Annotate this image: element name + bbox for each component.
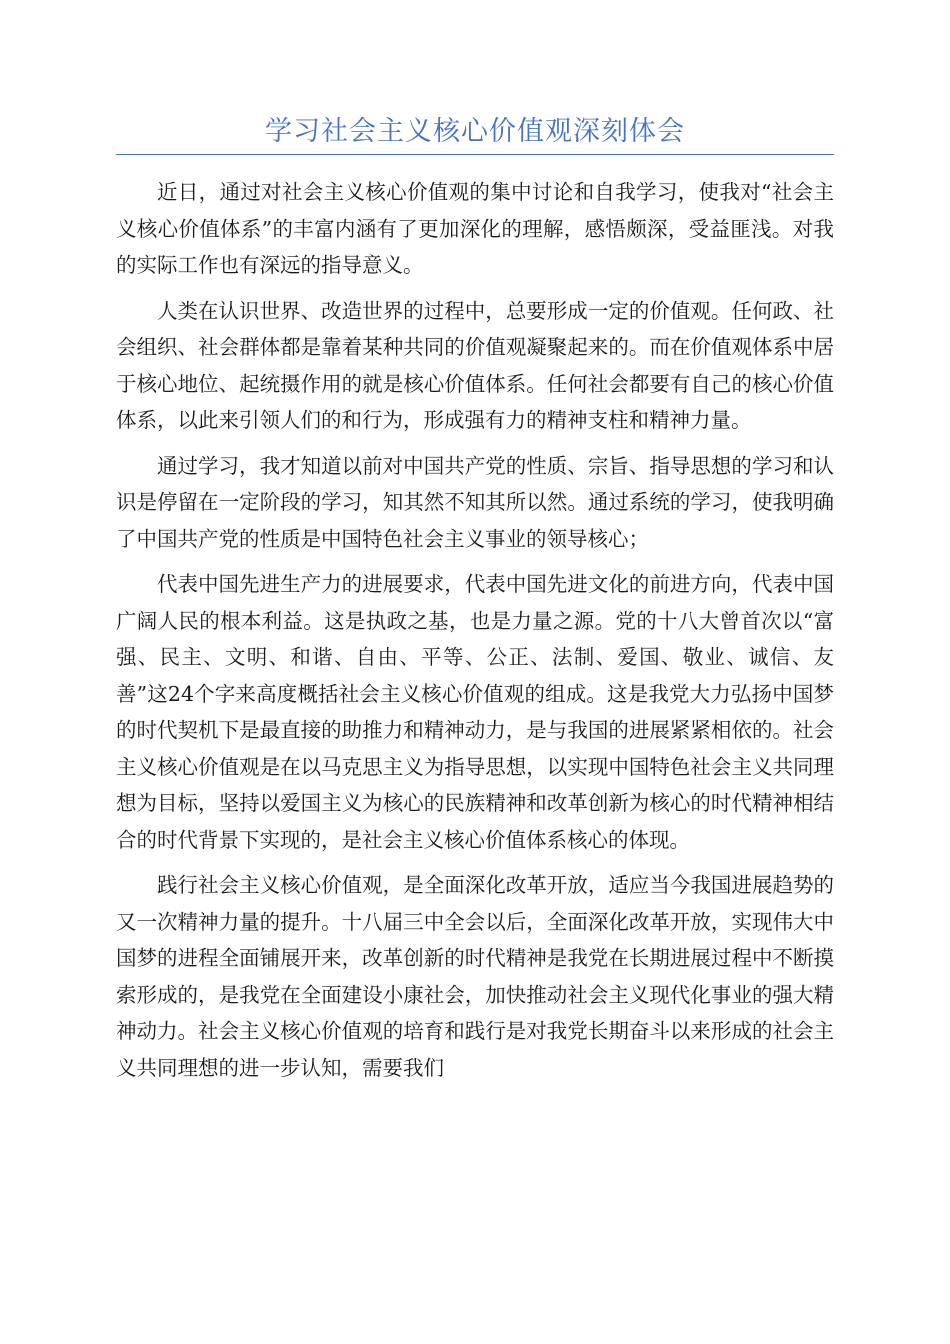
title-underline — [116, 154, 834, 155]
document-title: 学习社会主义核心价值观深刻体会 — [265, 116, 685, 147]
paragraph-5: 践行社会主义核心价值观，是全面深化改革开放，适应当今我国进展趋势的又一次精神力量的提升。十八届三中全会以后，全面深化改革开放，实现伟大中国梦的进程全面铺展开来，改革创新的时代精神是我党在长期进展过程中不断摸索形成的，是我党在全面建设小康社会，加快推动社会主义现代化事业的强大精神动力。社会主义核心价值观的培育和践行是对我党长期奋斗以来形成的社会主义共同理想的进一步认知，需要我们 — [116, 873, 834, 1080]
document-body — [116, 174, 834, 1095]
paragraph-3: 通过学习，我才知道以前对中国共产党的性质、宗旨、指导思想的学习和认识是停留在一定阶段的学习，知其然不知其所以然。通过系统的学习，使我明确了中国共产党的性质是中国特色社会主义事业的领导核心； — [116, 453, 834, 551]
paragraph-1: 近日，通过对社会主义核心价值观的集中讨论和自我学习，使我对“社会主义核心价值体系”的丰富内涵有了更加深化的理解，感悟颇深，受益匪浅。对我的实际工作也有深远的指导意义。 — [116, 180, 834, 277]
paragraph-4: 代表中国先进生产力的进展要求，代表中国先进文化的前进方向，代表中国广阔人民的根本利益。这是执政之基，也是力量之源。党的十八大曾首次以“富强、民主、文明、和谐、自由、平等、公正、法制、爱国、敬业、诚信、友善”这24个字来高度概括社会主义核心价值观的组成。这是我党大力弘扬中国梦的时代契机下是最直接的助推力和精神动力，是与我国的进展紧紧相依的。社会主义核心价值观是在以马克思主义为指导思想，以实现中国特色社会主义共同理想为目标，坚持以爱国主义为核心的民族精神和改革创新为核心的时代精神相结合的时代背景下实现的，是社会主义核心价值体系核心的体现。 — [116, 572, 834, 852]
paragraph-2: 人类在认识世界、改造世界的过程中，总要形成一定的价值观。任何政、社会组织、社会群体都是靠着某种共同的价值观凝聚起来的。而在价值观体系中居于核心地位、起统摄作用的就是核心价值体系。任何社会都要有自己的核心价值体系，以此来引领人们的和行为，形成强有力的精神支柱和精神力量。 — [116, 298, 834, 432]
